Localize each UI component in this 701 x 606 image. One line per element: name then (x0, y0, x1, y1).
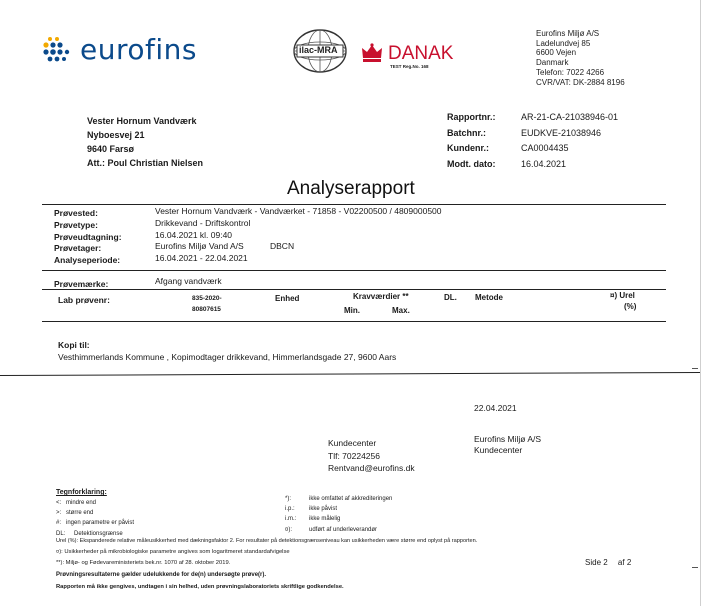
page-total-label: af 2 (617, 558, 632, 567)
lab-address-line: Ladelundvej 85 (536, 38, 591, 48)
legend-left (56, 498, 134, 539)
recipient-line: Att.: Poul Christian Nielsen (87, 158, 204, 168)
recipient-line: Nyboesvej 21 (87, 130, 145, 140)
sample-number-2: 80807615 (192, 306, 221, 313)
report-meta-values (521, 110, 618, 172)
lab-address-line: CVR/VAT: DK-2884 8196 (536, 77, 625, 87)
enhed-header: Enhed (275, 294, 300, 303)
kundenr-label: Kundenr.: (447, 143, 489, 153)
eurofins-dots-icon (42, 35, 76, 65)
kundecenter-line: Kundecenter (328, 438, 377, 448)
legend-item: #: ingen parametre er påvist (56, 520, 135, 527)
eurofins-signature-line: Eurofins Miljø A/S (474, 434, 542, 444)
provetype-label: Prøvetype: (54, 219, 98, 230)
recipient-line: Vester Hornum Vandværk (87, 116, 197, 126)
scan-mark (692, 368, 698, 369)
results-header-rule (42, 321, 666, 322)
modt-dato-value: 16.04.2021 (521, 158, 567, 169)
lab-address-line: Danmark (536, 58, 569, 68)
provested-value: Vester Hornum Vandværk - Vandværket - 71858 - V02200500 / 4809000500 (155, 206, 442, 216)
eurofins-logo-text: eurofins (80, 33, 197, 66)
recipient-address (87, 114, 203, 170)
provemaerke-rule (42, 289, 666, 290)
provested-label: Prøvested: (54, 208, 98, 218)
kopi-label: Kopi til: (58, 340, 90, 350)
proveudtagning-value: 16.04.2021 kl. 09:40 (155, 229, 233, 240)
uncertainty-note: ¤): Usikkerheder på mikrobiologiske parametre angives som logaritmeret standardafvigelse (56, 549, 290, 555)
sample-rule (42, 270, 666, 271)
kravvaerdier-header: Kravværdier ** (353, 292, 409, 301)
scan-mark (692, 567, 698, 568)
legend-item: ¤): udført af underleverandør (285, 526, 378, 533)
legend-title: Tegnforklaring: (56, 489, 107, 496)
kundecenter-email: Rentvand@eurofins.dk (328, 463, 415, 473)
reproduction-note: Rapporten må ikke gengives, undtagen i sin helhed, uden prøvningslaboratoriets skriftlige godkendelse. (56, 584, 344, 590)
legend-item: *): ikke omfattet af akkrediteringen (285, 496, 393, 502)
legend-item: i.m.: ikke målelig (285, 516, 341, 523)
lab-address (536, 29, 625, 87)
ilac-mra-text: ilac-MRA (299, 45, 338, 55)
provetype-value: Drikkevand - Driftskontrol (155, 217, 251, 228)
metode-header: Metode (475, 293, 503, 302)
proveudtagning-label: Prøveudtagning: (54, 231, 122, 242)
provetager-label: Prøvetager: (54, 243, 102, 254)
sample-number-1: 835-2020- (192, 295, 222, 302)
report-title: Analyserapport (287, 178, 415, 199)
batchnr-value: EUDKVE-21038946 (521, 127, 602, 138)
kopi-rule (0, 372, 701, 376)
sample-values (155, 206, 442, 265)
lab-address-line: Eurofins Miljø A/S (536, 29, 600, 38)
kundenr-value: CA0004435 (521, 143, 569, 153)
urel-header: ¤) Urel (610, 291, 635, 300)
recipient-line: 9640 Farsø (87, 144, 135, 154)
dl-header: DL. (444, 293, 457, 302)
max-header: Max. (392, 306, 410, 315)
provetager-value: Eurofins Miljø Vand A/S (155, 241, 244, 252)
sample-labels (54, 208, 122, 267)
lab-address-line: Telefon: 7022 4266 (536, 67, 605, 77)
page-side-label: Side 2 (585, 558, 608, 567)
lab-provenr-label: Lab prøvenr: (58, 295, 110, 305)
rapportnr-label: Rapportnr.: (447, 112, 496, 122)
results-validity-note: Prøvningsresultaterne gælder udelukkende for de(n) undersøgte prøve(r). (56, 572, 267, 578)
page-number (585, 558, 631, 567)
modt-dato-label: Modt. dato: (447, 158, 496, 169)
urel-note: Urel (%): Ekspanderede relative måleusikkerhed med dækningsfaktor 2. For resultater på detektionsgrænseniveau kan usikkerheden være større end oplyst på rapporten. (56, 538, 478, 544)
provemaerke-label: Prøvemærke: (54, 279, 109, 289)
legend-item: >: større end (56, 510, 94, 517)
legend-right (285, 494, 392, 535)
provetager-code: DBCN (270, 241, 295, 251)
legend-item: <: mindre end (56, 500, 97, 506)
eurofins-logo (42, 33, 202, 67)
danak-mark (360, 40, 460, 76)
eurofins-signature-line: Kundecenter (474, 445, 523, 455)
crown-icon (360, 42, 384, 64)
min-header: Min. (344, 306, 360, 315)
analyseperiode-label: Analyseperiode: (54, 255, 121, 266)
kundecenter-block (328, 437, 415, 475)
eurofins-signature-block (474, 434, 541, 456)
lab-address-line: 6600 Vejen (536, 48, 577, 58)
kopi-value: Vesthimmerlands Kommune , Kopimodtager drikkevand, Himmerlandsgade 27, 9600 Aars (58, 352, 397, 362)
ilac-mra-seal (290, 28, 350, 74)
signature-date: 22.04.2021 (474, 403, 517, 413)
legend-item: i.p.: ikke påvist (285, 506, 338, 513)
batchnr-label: Batchnr.: (447, 127, 487, 138)
danak-reg-text: TEST Reg.No. 168 (390, 64, 429, 69)
regulation-note: **): Miljø- og Fødevareministeriets bek.nr. 1070 af 28. oktober 2019. (56, 560, 231, 566)
provemaerke-value: Afgang vandværk (155, 276, 222, 286)
legend-item: DL: Detektionsgrænse (56, 530, 123, 537)
kundecenter-phone: Tlf: 70224256 (328, 450, 380, 461)
rapportnr-value: AR-21-CA-21038946-01 (521, 112, 619, 122)
report-meta-labels (447, 110, 496, 172)
urel-pct-header: (%) (624, 302, 637, 311)
analyseperiode-value: 16.04.2021 - 22.04.2021 (155, 253, 248, 264)
danak-text: DANAK (388, 43, 454, 64)
